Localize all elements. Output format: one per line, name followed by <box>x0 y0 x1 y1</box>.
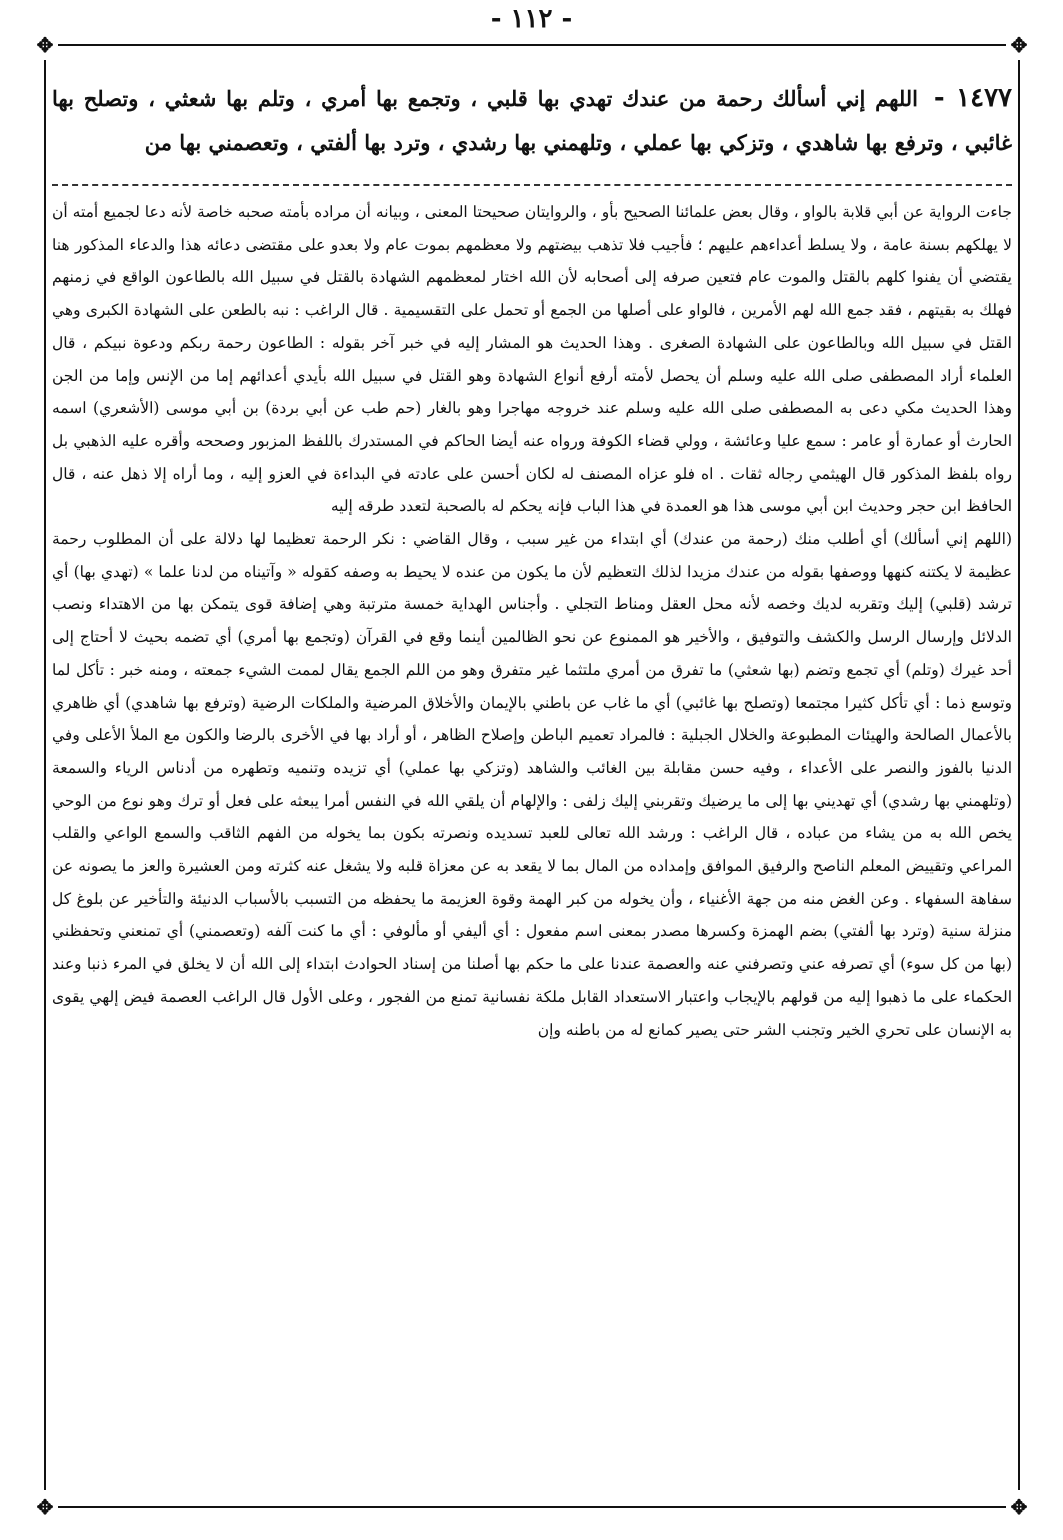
corner-ornament-icon: ✥ <box>36 1495 54 1519</box>
commentary-paragraph: جاءت الرواية عن أبي قلابة بالواو ، وقال بعض علمائنا الصحيح بأو ، والروايتان صحيحتا المعنى ، وبيانه أن مراده بأمته صحبه خاصة لأنه دعا لجميع أمته أن لا يهلكهم بسنة عامة ، ولا يسلط أعداءهم عليهم ؛ فأجيب فلا تذهب بيضتهم ولا معظمهم بموت عام ولا بعدو على مقتضى دعائه هذا والدعاء المذكور هنا يقتضي أن يفنوا كلهم بالقتل والموت عام فتعين صرفه إلى أصحابه لأن الله اختار لمعظمهم الشهادة بالقتل في سبيل الله بالطاعون الواقع في زمنهم فهلك به بقيتهم ، فقد جمع الله لهم الأمرين ، فالواو على أصلها من الجمع أو تحمل على التقسيمية . قال الراغب : نبه بالطعن على الشهادة الكبرى وهي القتل في سبيل الله وبالطاعون على الشهادة الصغرى . وهذا الحديث هو المشار إليه في خبر آخر بقوله : الطاعون رحمة ربكم ودعوة نبيكم ، قال العلماء أراد المصطفى صلى الله عليه وسلم أن يحصل لأمته أرفع أنواع الشهادة وهو القتل في سبيل الله بأيدي أعدائهم إما من الإنس وإما من الجن وهذا الحديث مكي دعى به المصطفى صلى الله عليه وسلم عند خروجه مهاجرا وهو بالغار (حم طب عن أبي بردة) بن أبي موسى (الأشعري) اسمه الحارث أو عمارة أو عامر : سمع عليا وعائشة ، وولي قضاء الكوفة ورواه عنه أيضا الحاكم في المستدرك باللفظ المزبور وصححه وأقره عليه الذهبي بل رواه بلفظ المذكور قال الهيثمي رجاله ثقات . اه فلو عزاه المصنف له لكان أحسن على عادته في البداءة في العزو إليه ، وما أراه إلا ذهل عنه ، قال الحافظ ابن حجر وحديث ابن أبي موسى هذا هو العمدة في هذا الباب فإنه يحكم له بالصحبة لتعدد طرقه إليه <box>52 203 1012 516</box>
corner-ornament-icon: ✥ <box>36 33 54 57</box>
corner-ornament-icon: ✥ <box>1010 33 1028 57</box>
frame-top-line <box>58 44 1006 46</box>
commentary-block <box>52 196 1012 1496</box>
hadith-block <box>52 76 1012 172</box>
separator-line <box>52 184 1012 186</box>
commentary-paragraph: (اللهم إني أسألك) أي أطلب منك (رحمة من عندك) أي ابتداء من غير سبب ، وقال القاضي : نكر الرحمة تعظيما لها دلالة على أن المطلوب رحمة عظيمة لا يكتنه كنهها ووصفها بقوله من عندك مزيدا لذلك التعظيم لأن ما يكون من عنده لا يحيط به وصفه كقوله « وآتيناه من لدنا علما » (تهدي بها) أي ترشد (قلبي) إليك وتقربه لديك وخصه لأنه محل العقل ومناط التجلي . وأجناس الهداية خمسة مترتبة وهي إضافة قوى يتمكن بها من الاهتداء ونصب الدلائل وإرسال الرسل والكشف والتوفيق ، والأخير هو الممنوع عن نحو الظالمين أينما وقع في القرآن (وتجمع بها أمري) أي تضمه بحيث لا أحتاج إلى أحد غيرك (وتلم) أي تجمع وتضم (بها شعثي) ما تفرق من أمري ملتثما غير متفرق وهو من اللم الجمع يقال لممت الشيء جمعته ، ومنه خبر : تأكل لما وتوسع ذما : أي تأكل كثيرا مجتمعا (وتصلح بها غائبي) أي ما غاب عن باطني بالإيمان والأخلاق المرضية والملكات الرضية (وترفع بها شاهدي) أي ظاهري بالأعمال الصالحة والهيئات المطبوعة والخلال الجبلية : فالمراد تعميم الباطن وإصلاح الظاهر ، أو أراد بها في الأخرى بالرضا والكون مع الملأ الأعلى وفي الدنيا بالفوز والنصر على الأعداء ، وفيه حسن مقابلة بين الغائب والشاهد (وتزكي بها عملي) أي تزيده وتنميه وتطهره من أدناس الرياء والسمعة (وتلهمني بها رشدي) أي تهديني بها إلى ما يرضيك وتقربني إليك زلفى : والإلهام أن يلقي الله في النفس أمرا يبعثه على فعل أو ترك وهو نوع من الوحي يخص الله به من يشاء من عباده ، قال الراغب : ورشد الله تعالى للعبد تسديده ونصرته بكون بما يخوله من الفهم الثاقب والسمع الواعي والقلب المراعي وتقييض المعلم الناصح والرفيق الموافق وإمداده من المال بما لا يقعد به عن معزاة قلبه ولا يشغل عنه كثرته ومن العشيرة والعز ما يصونه عن سفاهة السفهاء . وعن الغض منه من جهة الأغنياء ، وأن يخوله من كبر الهمة وقوة العزيمة ما يحفظه من التسبب بالأسباب الدنيئة والتأخير عن بلوغ كل منزلة سنية (وترد بها ألفتي) بضم الهمزة وكسرها مصدر بمعنى اسم مفعول : أي أليفي أو مألوفي : أي ما كنت آلفه (وتعصمني) أي تمنعني وتحفظني (بها من كل سوء) أي تصرفه عني وتصرفني عنه والعصمة عندنا على ما حكم بها أصلنا من إسناد الحوادث ابتداء إلى الله أن لا يخلق في المرء ذنبا وعند الحكماء على ما ذهبوا إليه من قولهم بالإيجاب واعتبار الاستعداد القابل ملكة نفسانية تمنع من الفجور ، وعلى الأول قال الراغب العصمة فيض إلهي يقوى به الإنسان على تحري الخير وتجنب الشر حتى يصير كمانع له من باطنه وإن <box>52 530 1012 1039</box>
corner-ornament-icon: ✥ <box>1010 1495 1028 1519</box>
hadith-text: اللهم إني أسألك رحمة من عندك تهدي بها قلبي ، وتجمع بها أمري ، وتلم بها شعثي ، وتصلح بها غائبي ، وترفع بها شاهدي ، وتزكي بها عملي ، وتلهمني بها رشدي ، وترد بها ألفتي ، وتعصمني بها من <box>52 86 1012 155</box>
frame-right-line <box>1018 60 1020 1490</box>
frame-bottom-line <box>58 1506 1006 1508</box>
hadith-number: ١٤٧٧ - <box>933 83 1012 113</box>
page-number: - ١١٢ - <box>490 4 573 34</box>
frame-left-line <box>44 60 46 1490</box>
